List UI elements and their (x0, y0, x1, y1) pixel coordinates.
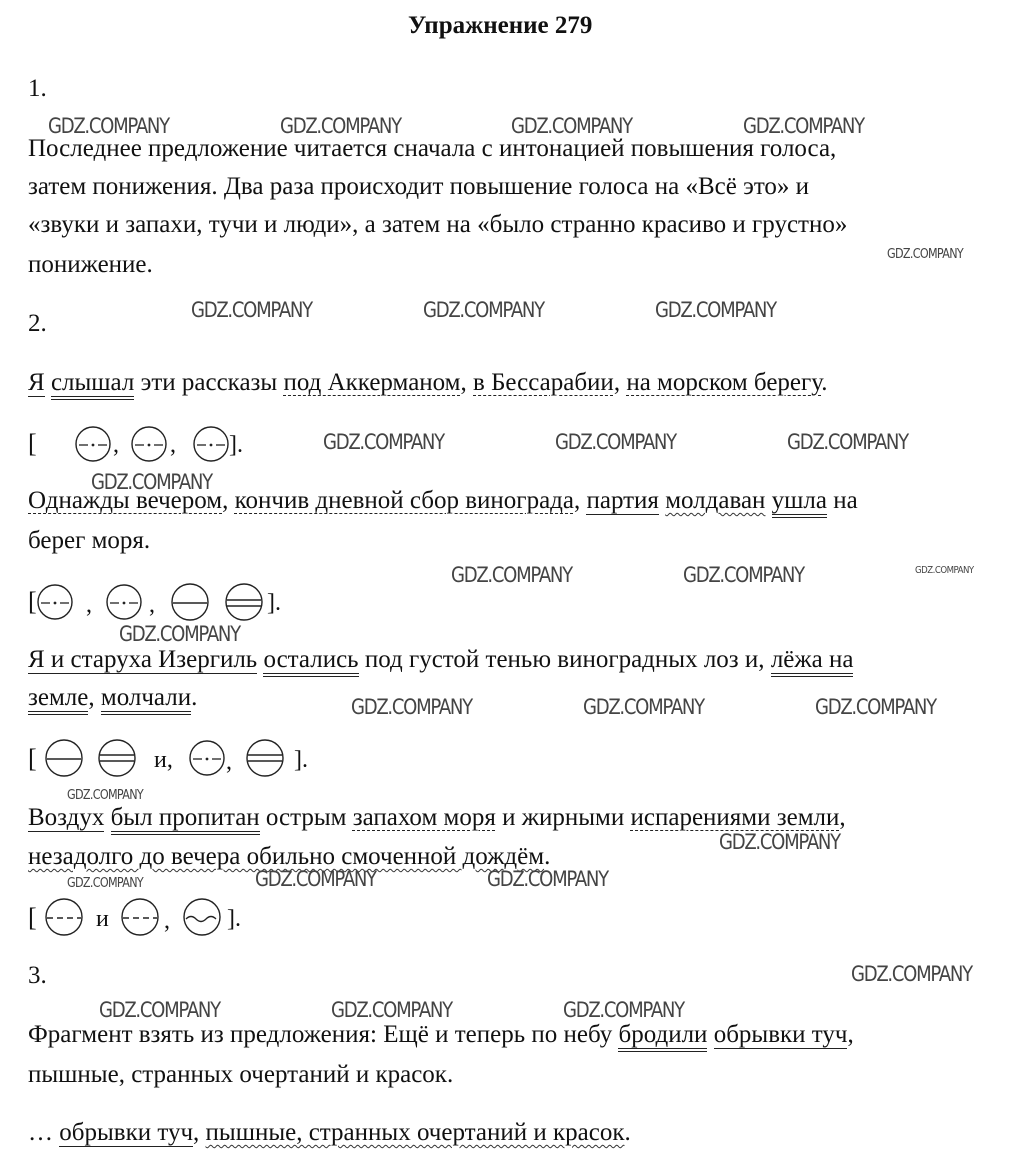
predicate: ушла (772, 487, 827, 518)
plain-text: , (613, 369, 627, 396)
subject: Я и старуха Изергиль (28, 646, 258, 673)
adverbial: кончив дневной сбор винограда (234, 487, 574, 514)
circle-adverbial (190, 741, 224, 775)
section-2-number: 2. (28, 310, 47, 337)
watermark: GDZ.COMPANY (655, 298, 776, 322)
sentence-2-line-2: берег моря. (28, 527, 151, 554)
predicate: был пропитан (111, 804, 260, 835)
watermark: GDZ.COMPANY (511, 114, 632, 138)
section-1-line-4: понижение. (28, 251, 153, 278)
plain-text: , (839, 804, 846, 831)
bracket-open: [ (28, 429, 37, 458)
sentence-1 (28, 364, 828, 402)
subject: Я (28, 369, 45, 396)
scheme-3 (26, 736, 326, 780)
plain-text: . (544, 843, 551, 870)
svg-text:и,: и, (154, 747, 173, 773)
subject: обрывки туч (59, 1119, 194, 1146)
watermark: GDZ.COMPANY (683, 563, 804, 587)
plain-text: . (821, 369, 828, 396)
circle-predicate (99, 740, 135, 776)
section-1-line-3: «звуки и запахи, тучи и люди», а затем на «было странно красиво и грустно» (28, 211, 848, 238)
predicate: лёжа на (771, 646, 854, 677)
svg-text:,: , (164, 908, 170, 934)
plain-text: , (88, 684, 101, 711)
section-3-number: 3. (28, 962, 47, 989)
svg-text:,: , (113, 432, 119, 458)
circle-attribute (184, 899, 220, 935)
svg-text:[: [ (28, 903, 37, 932)
svg-text:и: и (96, 906, 109, 932)
watermark: GDZ.COMPANY (887, 247, 964, 262)
circle-predicate-2 (247, 740, 283, 776)
plain-text: . (191, 684, 198, 711)
plain-text: эти рассказы (134, 369, 284, 396)
attribute: незадолго до вечера обильно смоченной дождём (28, 843, 545, 870)
bracket-close: ]. (229, 432, 243, 458)
plain-text: , (460, 369, 474, 396)
plain-text: Фрагмент взять из предложения: Ещё и теперь по небу (28, 1021, 619, 1048)
svg-text:,: , (149, 592, 155, 618)
circle-object-1 (46, 899, 82, 935)
predicate: слышал (51, 369, 134, 400)
watermark: GDZ.COMPANY (67, 876, 144, 891)
watermark: GDZ.COMPANY (119, 622, 240, 646)
watermark: GDZ.COMPANY (815, 695, 936, 719)
circle-subject (172, 584, 208, 620)
object: испарениями земли (630, 804, 840, 831)
section-1-line-2: затем понижения. Два раза происходит повышение голоса на «Всё это» и (28, 173, 810, 200)
plain-text: , (193, 1119, 206, 1146)
plain-text: . (624, 1119, 631, 1146)
plain-text: под густой тенью виноградных лоз и, (358, 646, 771, 673)
sentence-3-line-1 (28, 641, 853, 679)
circle-adverbial-2 (132, 427, 166, 461)
watermark: GDZ.COMPANY (331, 998, 452, 1022)
section-3-line-2: пышные, странных очертаний и красок. (28, 1061, 454, 1088)
svg-text:].: ]. (267, 590, 281, 616)
watermark: GDZ.COMPANY (48, 114, 169, 138)
adverbial: Однажды вечером (28, 487, 223, 514)
watermark: GDZ.COMPANY (351, 695, 472, 719)
watermark: GDZ.COMPANY (280, 114, 401, 138)
circle-object-2 (122, 899, 158, 935)
attribute: молдаван (665, 487, 766, 514)
predicate: бродили (618, 1021, 707, 1052)
plain-text (707, 1021, 713, 1048)
section-1-number: 1. (28, 75, 47, 102)
plain-text: , (222, 487, 235, 514)
sentence-3-line-2 (28, 679, 197, 717)
watermark: GDZ.COMPANY (787, 430, 908, 454)
plain-text: на (827, 487, 858, 514)
circle-adverbial-2 (107, 585, 141, 619)
section-3-line-3 (28, 1114, 631, 1152)
plain-text (765, 487, 771, 514)
plain-text: … (28, 1119, 60, 1146)
svg-text:,: , (86, 592, 92, 618)
watermark: GDZ.COMPANY (555, 430, 676, 454)
scheme-1 (26, 424, 246, 464)
svg-text:].: ]. (227, 906, 241, 932)
adverbial: под Аккерманом (283, 369, 461, 396)
subject: Воздух (28, 804, 105, 831)
watermark: GDZ.COMPANY (743, 114, 864, 138)
watermark: GDZ.COMPANY (915, 565, 974, 576)
circle-predicate (226, 584, 262, 620)
predicate: молчали (101, 684, 191, 715)
watermark: GDZ.COMPANY (191, 298, 312, 322)
watermark: GDZ.COMPANY (563, 998, 684, 1022)
svg-text:[: [ (28, 744, 37, 773)
watermark: GDZ.COMPANY (255, 867, 376, 891)
watermark: GDZ.COMPANY (423, 298, 544, 322)
watermark: GDZ.COMPANY (851, 962, 972, 986)
watermark: GDZ.COMPANY (583, 695, 704, 719)
plain-text: , (573, 487, 587, 514)
watermark: GDZ.COMPANY (323, 430, 444, 454)
section-1-line-1: Последнее предложение читается сначала с интонацией повышения голоса, (28, 135, 837, 162)
object: запахом моря (352, 804, 496, 831)
plain-text: , (847, 1021, 854, 1048)
watermark: GDZ.COMPANY (99, 998, 220, 1022)
plain-text: острым (259, 804, 353, 831)
circle-adverbial-1 (76, 427, 110, 461)
attribute: пышные, странных очертаний и красок (205, 1119, 625, 1146)
scheme-2 (26, 580, 296, 624)
predicate: земле (28, 684, 88, 715)
circle-subject (46, 740, 82, 776)
svg-text:,: , (226, 749, 232, 775)
adverbial: в Бессарабии (473, 369, 614, 396)
subject: обрывки туч (713, 1021, 848, 1048)
watermark: GDZ.COMPANY (67, 788, 144, 803)
circle-adverbial-3 (194, 427, 228, 461)
watermark: GDZ.COMPANY (91, 470, 212, 494)
plain-text (104, 804, 110, 831)
subject: партия (586, 487, 659, 514)
svg-text:,: , (170, 432, 176, 458)
svg-text:].: ]. (294, 747, 308, 773)
predicate: остались (263, 646, 358, 677)
scheme-4 (26, 895, 256, 939)
watermark: GDZ.COMPANY (451, 563, 572, 587)
watermark: GDZ.COMPANY (487, 867, 608, 891)
svg-text:[: [ (28, 587, 37, 616)
plain-text: и жирными (495, 804, 631, 831)
watermark: GDZ.COMPANY (719, 830, 840, 854)
adverbial: на морском берегу (626, 369, 822, 396)
page-title: Упражнение 279 (408, 12, 593, 39)
circle-adverbial-1 (38, 585, 72, 619)
